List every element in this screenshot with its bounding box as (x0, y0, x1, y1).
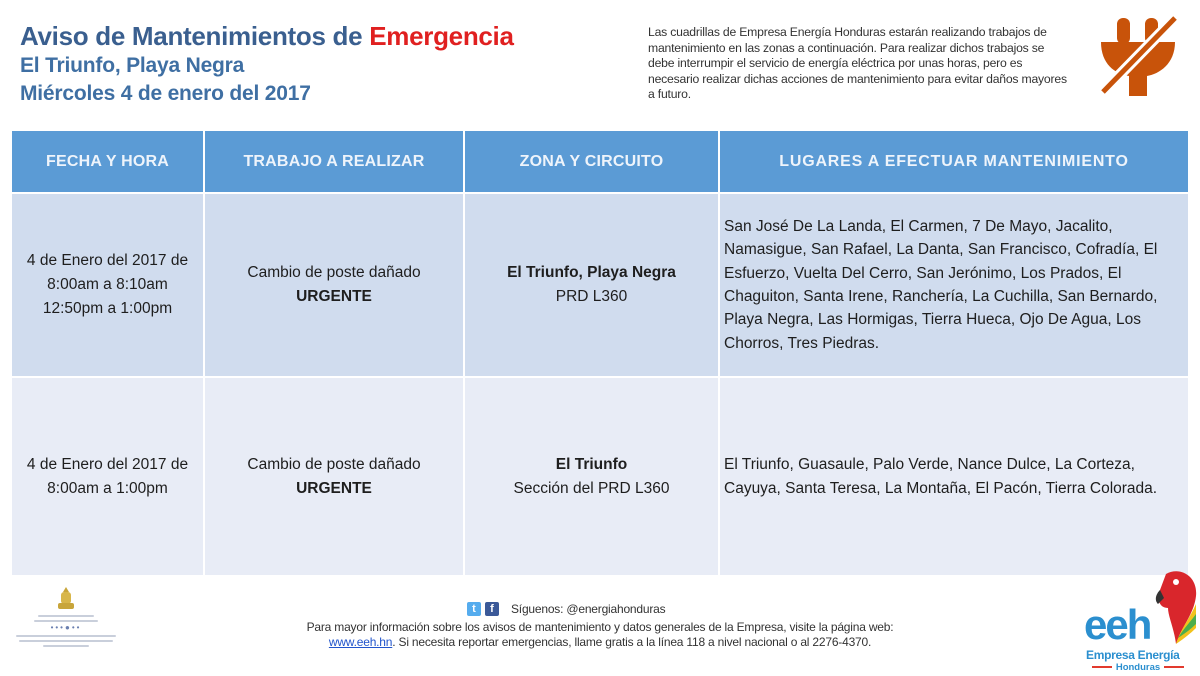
logo-company-name: Empresa Energía (1086, 648, 1180, 662)
website-link[interactable]: www.eeh.hn (328, 634, 393, 649)
zone-name: El Triunfo (555, 455, 628, 473)
time-line: 12:50pm a 1:00pm (42, 300, 173, 317)
footer (0, 578, 1200, 676)
table-header-row (12, 131, 1188, 192)
table-row (12, 378, 1188, 575)
logo-text-line (43, 645, 89, 647)
twitter-icon[interactable]: t (467, 602, 481, 616)
circuit-name: PRD L360 (555, 288, 628, 305)
title-main: Aviso de Mantenimientos de (20, 21, 370, 51)
title-accent: Emergencia (369, 21, 514, 51)
work-description: Cambio de poste dañado (247, 264, 421, 281)
notice-text: Las cuadrillas de Empresa Energía Honduras estarán realizando trabajos de mantenimiento en las zonas a continuación. Para realizar dichos trabajos se debe interrumpir el servicio de energía eléctrica por unas horas, pero es necesario realizar dichas acciones de mantenimiento para evitar daños mayores a futuro. (648, 25, 1067, 101)
eeh-logo (1080, 568, 1198, 674)
places-cell: San José De La Landa, El Carmen, 7 De Mayo, Jacalito, Namasigue, San Rafael, La Danta, San Francisco, Cofradía, El Esfuerzo, Vuelta Del Cerro, San Jerónimo, Los Prados, El Chaguiton, Santa Irene, Ranchería, La Cuchilla, San Bernardo, Playa Negra, Las Hormigas, Tierra Hueca, Ojo De Agua, Los Chorros, Tres Piedras. (720, 194, 1188, 376)
column-header-date: FECHA Y HORA (12, 131, 203, 192)
title-block (20, 20, 514, 108)
info-text: . Si necesita reportar emergencias, llame gratis a la línea 118 a nivel nacional o al 2276-4370. (392, 634, 872, 649)
circuit-name: Sección del PRD L360 (513, 479, 670, 497)
logo-text-line (16, 635, 116, 637)
date-subtitle: Miércoles 4 de enero del 2017 (20, 82, 311, 105)
priority-label: URGENTE (296, 288, 372, 305)
column-header-zone: ZONA Y CIRCUITO (465, 131, 718, 192)
time-line: 8:00am a 1:00pm (47, 479, 168, 497)
info-text: Para mayor información sobre los avisos de mantenimiento y datos generales de la Empresa, visite la página web: (306, 620, 894, 634)
date-line: 4 de Enero del 2017 de (26, 252, 189, 269)
priority-label: URGENTE (296, 479, 372, 497)
work-description: Cambio de poste dañado (247, 455, 421, 473)
column-header-work: TRABAJO A REALIZAR (205, 131, 463, 192)
no-plug-icon (1095, 12, 1181, 98)
logo-text-line (34, 620, 98, 622)
maintenance-table (12, 131, 1188, 575)
work-cell (205, 194, 463, 376)
social-handle: Síguenos: @energiahonduras (511, 602, 666, 616)
date-cell (12, 194, 203, 376)
time-line: 8:00am a 8:10am (47, 276, 168, 293)
zone-name: El Triunfo, Playa Negra (507, 264, 676, 281)
parrot-icon (1146, 568, 1198, 646)
page-title (20, 20, 514, 52)
social-links (467, 602, 665, 616)
column-header-places: LUGARES A EFECTUAR MANTENIMIENTO (720, 131, 1188, 192)
logo-wordmark: eeh (1084, 601, 1151, 648)
government-seal-icon (55, 586, 77, 612)
zone-cell (465, 378, 718, 575)
logo-dots: •••●•• (50, 623, 82, 632)
location-subtitle: El Triunfo, Playa Negra (20, 54, 245, 77)
places-cell: El Triunfo, Guasaule, Palo Verde, Nance Dulce, La Corteza, Cayuya, Santa Teresa, La Montaña, El Pacón, Tierra Colorada. (720, 378, 1188, 575)
date-line: 4 de Enero del 2017 de (26, 455, 189, 473)
logo-text-line (38, 615, 94, 617)
logo-text-line (19, 640, 113, 642)
date-cell (12, 378, 203, 575)
zone-cell (465, 194, 718, 376)
table-row (12, 194, 1188, 376)
logo-country: Honduras (1086, 662, 1190, 673)
facebook-icon[interactable]: f (485, 602, 499, 616)
footer-info (290, 620, 910, 649)
work-cell (205, 378, 463, 575)
header (0, 0, 1200, 128)
government-logo (14, 586, 118, 668)
